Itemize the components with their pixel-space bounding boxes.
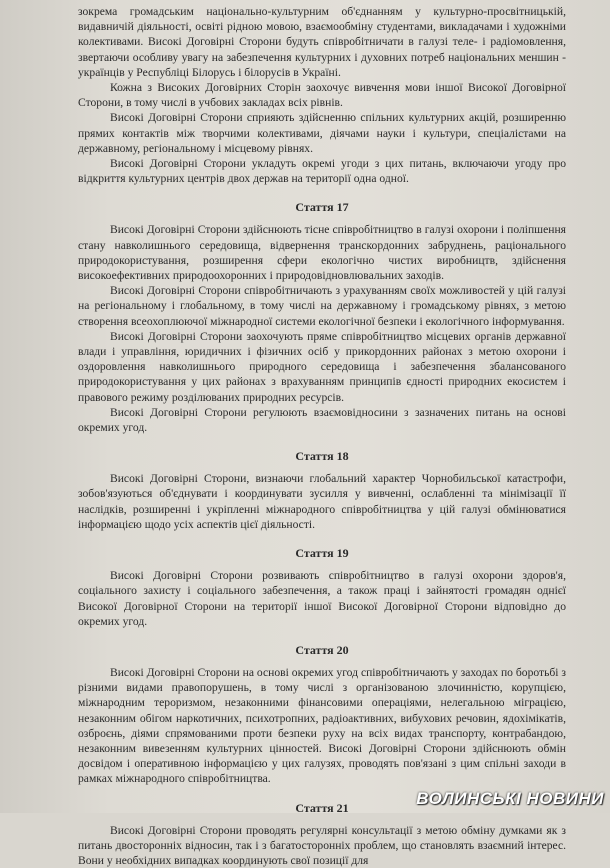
article [78, 200, 566, 435]
article-paragraph: Високі Договірні Сторони регулюють взаємовідносини з зазначених питань на основі окремих угод. [78, 405, 566, 435]
article-paragraph: Високі Договірні Сторони проводять регулярні консультації з метою обміну думками як з питань двосторонніх відносин, так і з багатосторонніх проблем, що становлять взаємний інтерес. Вони у необхідних випадках координують свої позиції для [78, 823, 566, 867]
article-paragraph: Високі Договірні Сторони співробітничають з урахуванням своїх можливостей у цій галузі на регіональному і глобальному, в тому числі на державному і громадському рівнях, з метою створення всеохоплюючої міжнародної системи екологічної безпеки і екологічного інформування. [78, 284, 566, 328]
article-title: Стаття 19 [295, 546, 349, 561]
article-paragraph: Високі Договірні Сторони заохочують пряме співробітництво місцевих органів державної влади і управління, юридичних і фізичних осіб у прикордонних районах з метою охорони і оздоровлення навколишнього природного середовища і забезпечення збалансованого природокористування у цих районах з врахуванням принципів єдності природних екосистем і правового режиму розділюваних природних ресурсів. [78, 329, 566, 404]
article [78, 449, 566, 532]
article [78, 643, 566, 787]
article-title: Стаття 20 [295, 642, 349, 657]
article-title: Стаття 21 [295, 800, 349, 815]
article-title: Стаття 17 [295, 200, 349, 215]
article [78, 801, 566, 868]
article-title: Стаття 18 [295, 449, 349, 464]
intro-section [78, 4, 566, 186]
watermark-logo: ВОЛИНСЬКІ НОВИНИ [416, 789, 604, 808]
article-paragraph: Високі Договірні Сторони здійснюють тісне співробітництво в галузі охорони і поліпшення стану навколишнього середовища, відвернення транскордонних забруднень, раціонального природокористування, розширення сфери екологічно чистих виробництв, здійснення високоефективних природоохоронних і природовідновлювальних заходів. [78, 223, 566, 283]
intro-paragraph: зокрема громадським національно-культурним об'єднанням у культурно-просвітницькій, видавничій діяльності, освіті рідною мовою, взаємообміну студентами, викладачами і художніми колективами. Високі Договірні Сторони будуть співробітничати в галузі теле- і радіомовлення, звертаючи особливу увагу на забезпечення культурних і духовних потреб національних меншин - українців у Республіці Білорусь і білорусів в Україні. [78, 5, 566, 79]
article [78, 546, 566, 629]
article-paragraph: Високі Договірні Сторони розвивають співробітництво в галузі охорони здоров'я, соціального захисту і соціального забезпечення, а також праці і зайнятості громадян однієї Високої Договірної Сторони на території іншої Високої Договірної Сторони відповідно до окремих угод. [78, 569, 566, 628]
intro-paragraph: Кожна з Високих Договірних Сторін заохочує вивчення мови іншої Високої Договірної Сторони, в тому числі в учбових закладах всіх рівнів. [78, 81, 566, 110]
article-paragraph: Високі Договірні Сторони на основі окремих угод співробітничають у заходах по боротьбі з різними видами правопорушень, в тому числі з організованою злочинністю, корупцією, міжнародним тероризмом, незаконними фінансовими операціями, нелегальною міграцією, незаконним обігом наркотичних, психотропних, радіоактивних, вибухових речовин, ядохімікатів, озброєнь, діями спрямованими проти безпеки руху на всіх видах транспорту, контрабандою, незаконним вивезенням культурних цінностей. Високі Договірні Сторони здійснюють обмін досвідом і оперативною інформацією у цих галузях, проводять пов'язані з цим спільні заходи в рамках міжнародного співробітництва. [78, 665, 566, 786]
article-paragraph: Високі Договірні Сторони, визнаючи глобальний характер Чорнобильської катастрофи, зобов'язуються об'єднувати і координувати зусилля у вивченні, ослабленні та мінімізації її наслідків, розширенні і укріпленні міжнародного співробітництва у цій галузі обмінюватися інформацією щодо усіх аспектів цієї діяльності. [78, 472, 566, 531]
articles-section [78, 200, 566, 868]
intro-paragraph: Високі Договірні Сторони укладуть окремі угоди з цих питань, включаючи угоду про відкриття культурних центрів двох держав на території одна одної. [78, 157, 566, 186]
intro-paragraph: Високі Договірні Сторони сприяють здійсненню спільних культурних акцій, розширенню прямих контактів між творчими колективами, діячами науки і культури, спеціалістами на державному, регіональному і місцевому рівнях. [78, 111, 566, 155]
